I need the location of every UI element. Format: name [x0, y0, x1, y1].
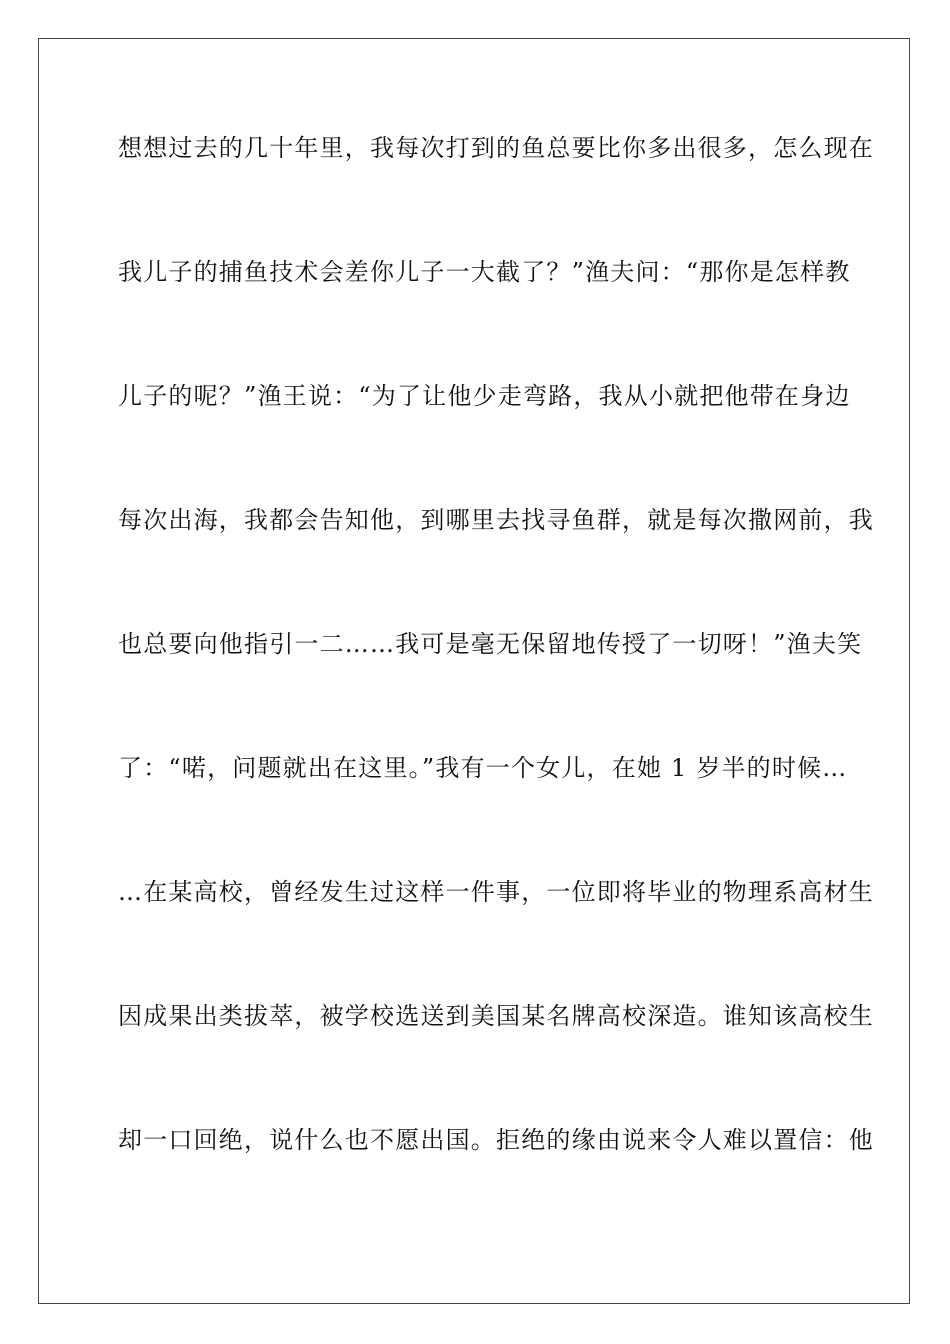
text-line: 想想过去的几十年里，我每次打到的鱼总要比你多出很多，怎么现在	[118, 134, 874, 162]
text-line: 了：“喏，问题就出在这里。”我有一个女儿，在她 1 岁半的时候…	[118, 754, 848, 782]
text-line: 儿子的呢？”渔王说：“为了让他少走弯路，我从小就把他带在身边	[118, 382, 851, 410]
text-line: 因成果出类拔萃，被学校选送到美国某名牌高校深造。谁知该高校生	[118, 1002, 874, 1030]
text-line: 也总要向他指引一二……我可是毫无保留地传授了一切呀！”渔夫笑	[118, 630, 863, 658]
text-line: …在某高校，曾经发生过这样一件事，一位即将毕业的物理系高材生	[118, 878, 874, 906]
text-line: 我儿子的捕鱼技术会差你儿子一大截了？”渔夫问：“那你是怎样教	[118, 258, 851, 286]
text-line: 每次出海，我都会告知他，到哪里去找寻鱼群，就是每次撒网前，我	[118, 506, 874, 534]
document-body	[118, 133, 874, 1249]
text-line: 却一口回绝，说什么也不愿出国。拒绝的缘由说来令人难以置信：他	[118, 1126, 874, 1154]
